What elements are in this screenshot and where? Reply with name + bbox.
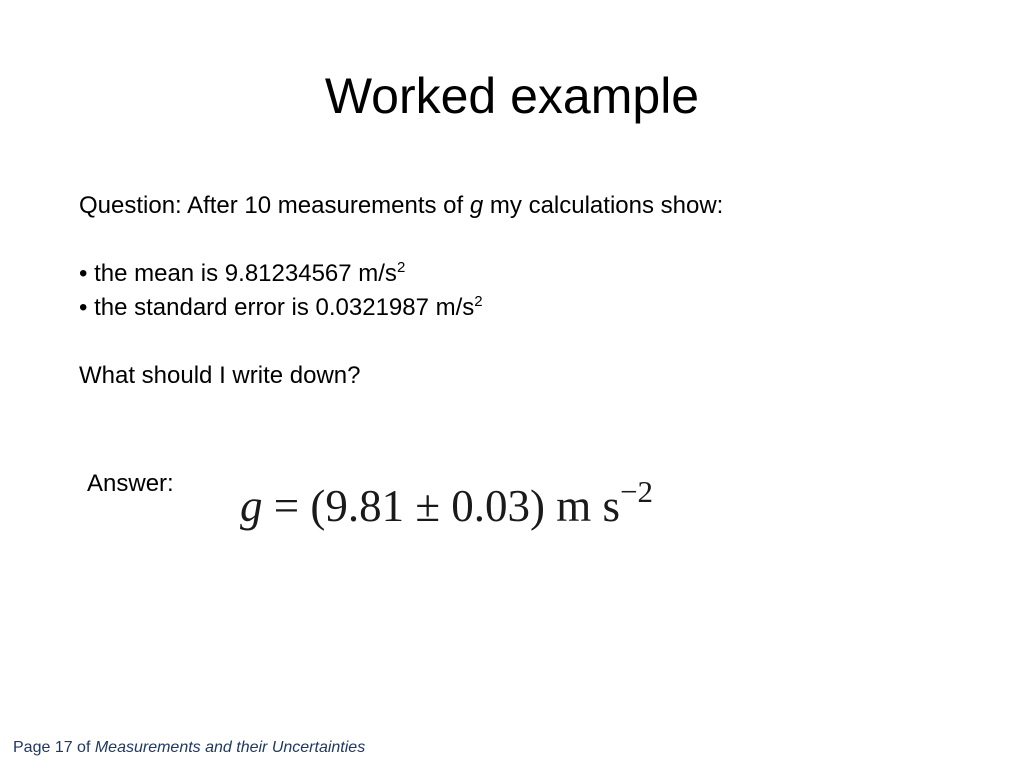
bullet-exponent: 2 (474, 293, 483, 310)
formula-body: = (9.81 ± 0.03) m s (262, 481, 621, 531)
formula-exponent: −2 (620, 474, 654, 509)
page-footer (13, 737, 365, 759)
question-line (79, 191, 723, 221)
bullet-marker: • (79, 260, 88, 287)
question-variable: g (469, 192, 484, 219)
bullet-exponent: 2 (396, 259, 406, 276)
formula-variable: g (240, 481, 263, 531)
slide-title: Worked example (324, 68, 700, 124)
question-prefix: Question: After 10 measurements of (79, 192, 470, 219)
prompt-line: What should I write down? (79, 362, 361, 389)
answer-formula (240, 476, 653, 536)
answer-label: Answer: (87, 470, 174, 497)
bullet-standard-error (79, 293, 483, 323)
footer-document-title: Measurements and their Uncertainties (94, 739, 366, 756)
bullet-text: the mean is 9.81234567 m/s (87, 260, 397, 287)
footer-page-number: Page 17 of (13, 739, 95, 756)
bullet-marker: • (79, 294, 88, 321)
bullet-text: the standard error is 0.0321987 m/s (87, 294, 475, 321)
question-suffix: my calculations show: (483, 192, 724, 219)
bullet-mean (79, 259, 405, 289)
